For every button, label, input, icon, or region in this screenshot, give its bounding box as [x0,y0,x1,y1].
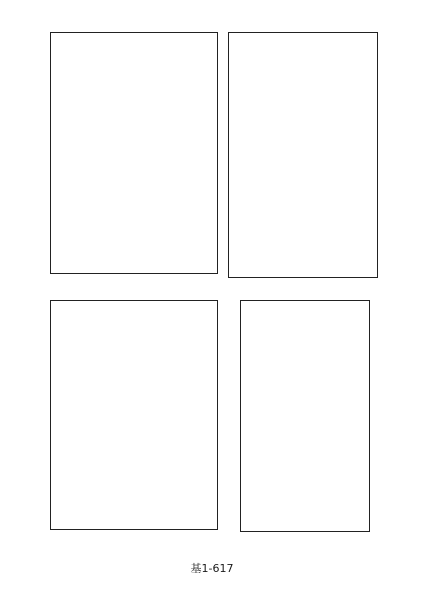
text-panel-top-left [50,32,218,274]
text-panel-bottom-right [240,300,370,532]
text-panel-bottom-left [50,300,218,530]
page-number: 基1-617 [190,562,234,575]
panel-text-column-group [55,37,213,269]
panel-text-column-group [233,37,373,273]
panel-text-column-group [55,305,213,525]
panel-text-column-group [245,305,365,527]
text-panel-top-right [228,32,378,278]
